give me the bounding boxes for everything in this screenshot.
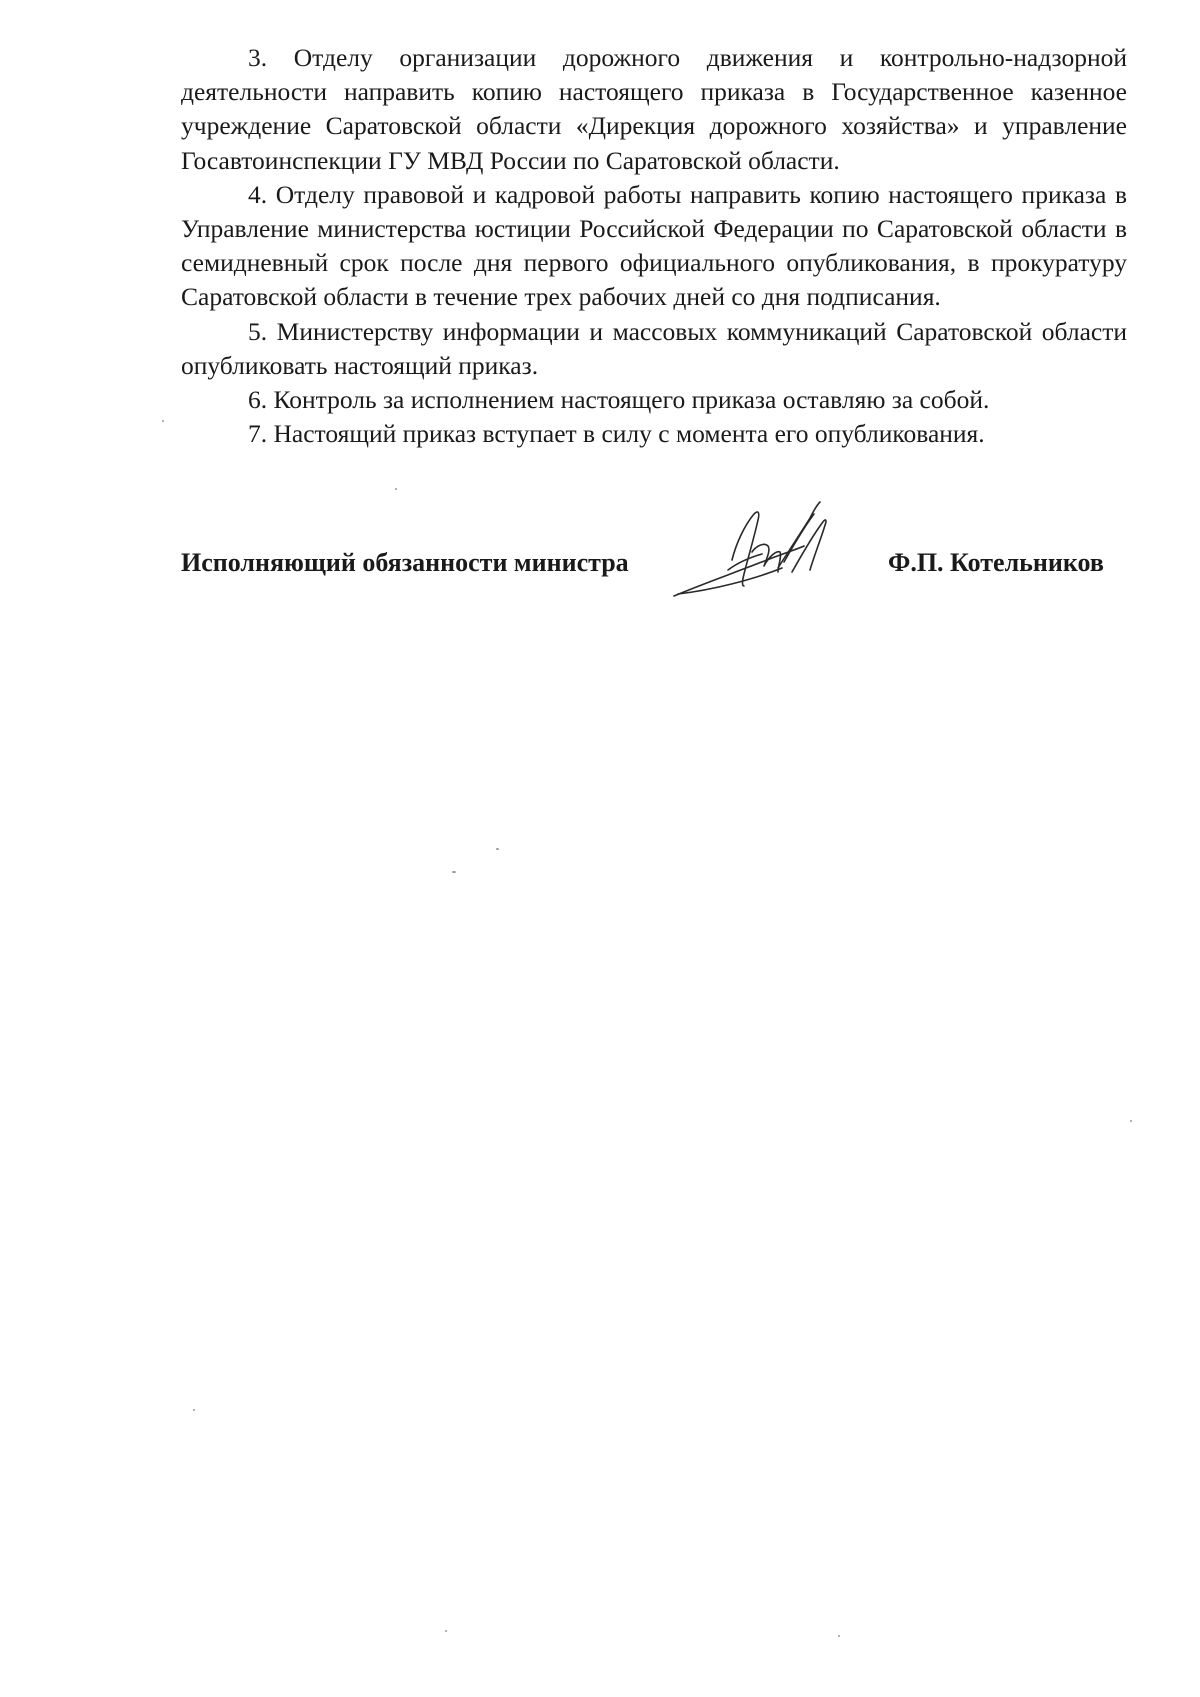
handwritten-signature xyxy=(672,500,872,600)
scan-speck xyxy=(838,1635,840,1637)
signer-position-title: Исполняющий обязанности министра xyxy=(181,548,629,577)
signer-name: Ф.П. Котельников xyxy=(888,548,1104,577)
scan-speck xyxy=(162,420,164,422)
paragraph-5: 5. Министерству информации и массовых коммуникаций Саратовской области опубликовать настоящий приказ. xyxy=(181,316,1127,380)
scan-speck xyxy=(395,488,397,490)
paragraph-4: 4. Отделу правовой и кадровой работы направить копию настоящего приказа в Управление министерства юстиции Российской Федерации по Саратовской области в семидневный срок после дня первого официального опубликования, в прокуратуру Саратовской области в течение трех рабочих дней со дня подписания. xyxy=(181,179,1127,312)
scan-speck xyxy=(1130,1120,1132,1122)
document-body xyxy=(181,41,1127,451)
scan-speck xyxy=(445,1630,447,1632)
scan-speck xyxy=(496,848,499,850)
paragraph-6: 6. Контроль за исполнением настоящего приказа оставляю за собой. xyxy=(248,385,990,415)
paragraph-3: 3. Отделу организации дорожного движения и контрольно-надзорной деятельности направить копию настоящего приказа в Государственное казенное учреждение Саратовской области «Дирекция дорожного хозяйства» и управление Госавтоинспекции ГУ МВД России по Саратовской области. xyxy=(181,43,1127,175)
scan-speck xyxy=(193,1409,195,1411)
paragraph-7: 7. Настоящий приказ вступает в силу с момента его опубликования. xyxy=(248,419,985,449)
scan-speck xyxy=(452,871,456,873)
